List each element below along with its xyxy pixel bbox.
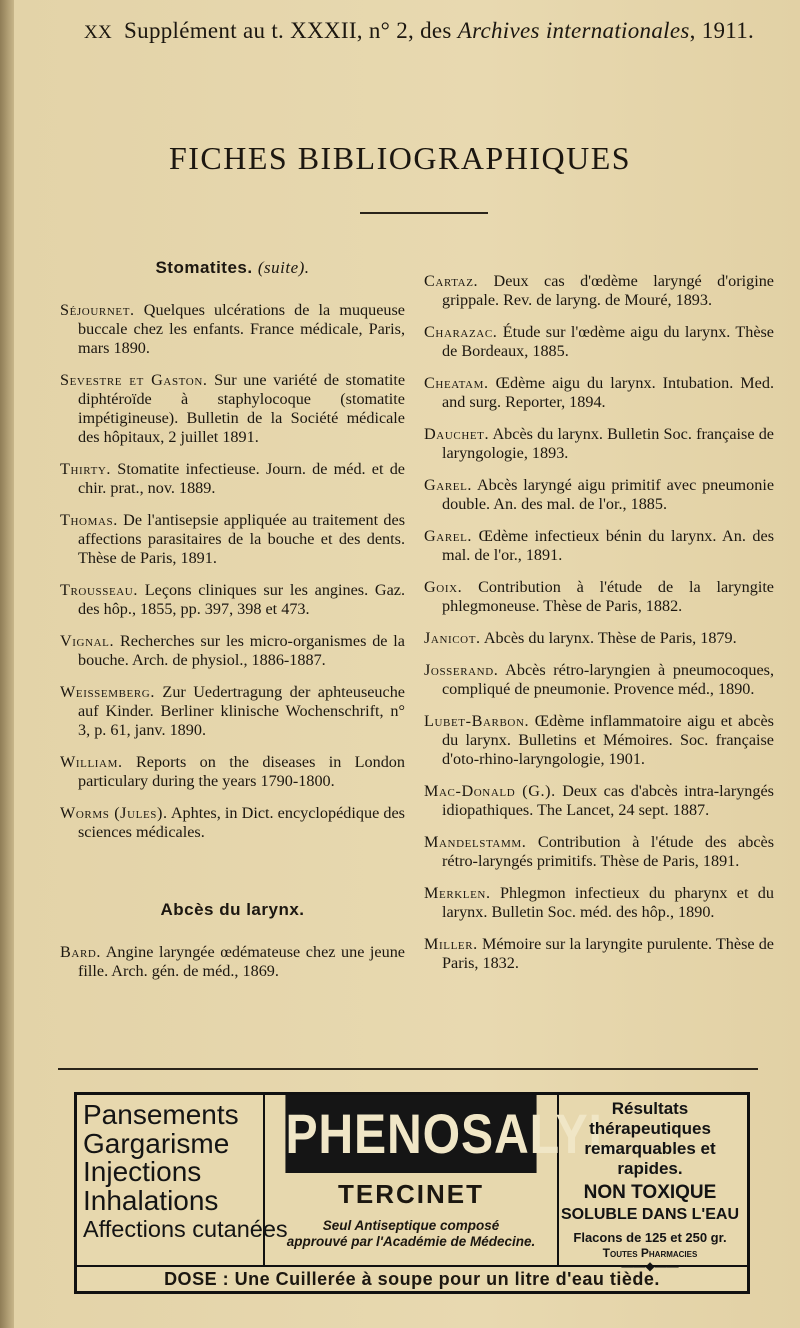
entry-reference: Reports on the diseases in London particulary during the years 1790-1800. bbox=[78, 753, 405, 790]
bibliography-entry bbox=[60, 581, 405, 619]
entry-reference: Œdème aigu du larynx. Intubation. Med. and surg. Reporter, 1894. bbox=[442, 374, 774, 411]
entry-reference: Abcès du larynx. Bulletin Soc. française de laryngologie, 1893. bbox=[442, 425, 774, 462]
ad-uses-list bbox=[83, 1099, 288, 1244]
bibliography-entry bbox=[424, 833, 774, 871]
ad-brand-name: PHENOSALYL bbox=[285, 1095, 536, 1173]
entry-author: Miller. bbox=[424, 935, 478, 953]
right-column bbox=[424, 272, 774, 986]
ad-use-item: Gargarisme bbox=[83, 1127, 230, 1159]
section-heading-suffix: (suite). bbox=[257, 258, 310, 277]
entry-reference: Abcès du larynx. Thèse de Paris, 1879. bbox=[480, 629, 737, 647]
page-binding-edge bbox=[0, 0, 14, 1328]
ad-description-line: Seul Antiseptique composé bbox=[322, 1218, 500, 1233]
entry-author: Mandelstamm. bbox=[424, 833, 527, 851]
section-heading-title: Stomatites. bbox=[155, 258, 253, 277]
phenosalyl-advertisement bbox=[74, 1092, 750, 1294]
title-divider bbox=[360, 212, 488, 214]
entry-author: Cartaz. bbox=[424, 272, 479, 290]
page-title: FICHES BIBLIOGRAPHIQUES bbox=[168, 140, 632, 176]
entry-reference: Mémoire sur la laryngite purulente. Thèse de Paris, 1832. bbox=[442, 935, 774, 972]
entry-reference: Stomatite infectieuse. Journ. de méd. et de chir. prat., nov. 1889. bbox=[78, 460, 405, 497]
entry-reference: Deux cas d'œdème laryngé d'origine grippale. Rev. de laryng. de Mouré, 1893. bbox=[442, 272, 774, 309]
ad-brand-panel bbox=[263, 1095, 619, 1265]
bibliography-entry bbox=[424, 476, 774, 514]
ad-description bbox=[265, 1218, 557, 1250]
section-heading-stomatites bbox=[60, 258, 405, 277]
entry-reference: Œdème infectieux bénin du larynx. An. des mal. de l'or., 1891. bbox=[442, 527, 774, 564]
entry-author: Merklen. bbox=[424, 884, 491, 902]
entry-reference: Aphtes, in Dict. encyclopédique des sciences médicales. bbox=[78, 804, 405, 841]
bibliography-entry bbox=[60, 511, 405, 568]
entry-author: Worms (Jules). bbox=[60, 804, 168, 822]
bibliography-entry bbox=[60, 301, 405, 358]
entry-reference: Sur une variété de stomatite diphtéroïde à staphylocoque (stomatite impétigineuse). Bulletin de la Société médicale des hôpitaux, 2 juillet 1891. bbox=[78, 371, 405, 446]
bibliography-entry bbox=[424, 712, 774, 769]
ad-claims-panel bbox=[557, 1099, 743, 1272]
entry-author: Josserand. bbox=[424, 661, 499, 679]
ad-maker-name: TERCINET bbox=[338, 1179, 484, 1209]
entry-author: Vignal. bbox=[60, 632, 115, 650]
left-column bbox=[60, 258, 405, 994]
bibliography-entry bbox=[60, 804, 405, 842]
bibliography-entry bbox=[424, 629, 774, 648]
entry-author: Thirty. bbox=[60, 460, 112, 478]
bibliography-entry bbox=[424, 661, 774, 699]
bibliography-entry bbox=[424, 884, 774, 922]
entry-author: Mac-Donald (G.). bbox=[424, 782, 556, 800]
entry-author: Janicot. bbox=[424, 629, 481, 647]
entry-author: Cheatam. bbox=[424, 374, 489, 392]
ad-sizes: Flacons de 125 et 250 gr. bbox=[573, 1230, 727, 1245]
bibliography-entry bbox=[424, 425, 774, 463]
running-head-journal: Archives internationales bbox=[457, 18, 690, 43]
ad-claim: SOLUBLE DANS L'EAU bbox=[560, 1206, 740, 1223]
ad-availability: Toutes Pharmacies bbox=[602, 1246, 698, 1260]
entry-author: Weissemberg. bbox=[60, 683, 155, 701]
entry-reference: De l'antisepsie appliquée au traitement des affections parasitaires de la bouche et des dents. Thèse de Paris, 1891. bbox=[78, 511, 405, 567]
bibliography-entry bbox=[424, 578, 774, 616]
ad-ornament: ——◆—— bbox=[621, 1259, 679, 1273]
entry-author: Bard. bbox=[60, 943, 102, 961]
entry-reference: Abcès laryngé aigu primitif avec pneumonie double. An. des mal. de l'or., 1885. bbox=[442, 476, 774, 513]
entry-author: Garel. bbox=[424, 527, 473, 545]
abces-entry-list-continued bbox=[424, 272, 774, 973]
bibliography-entry bbox=[424, 782, 774, 820]
ad-dose-line: DOSE : Une Cuillerée à soupe pour un litre d'eau tiède. bbox=[77, 1265, 747, 1291]
entry-reference: Phlegmon infectieux du pharynx et du larynx. Bulletin Soc. méd. des hôp., 1890. bbox=[442, 884, 774, 921]
footer-divider bbox=[58, 1068, 758, 1070]
ad-claim: NON TOXIQUE bbox=[583, 1182, 717, 1203]
entry-reference: Deux cas d'abcès intra-laryngés idiopathiques. The Lancet, 24 sept. 1887. bbox=[442, 782, 774, 819]
page-number: XX bbox=[84, 22, 113, 43]
bibliography-entry bbox=[424, 935, 774, 973]
bibliography-entry bbox=[424, 527, 774, 565]
entry-reference: Œdème inflammatoire aigu et abcès du larynx. Bulletins et Mémoires. Soc. française d'oto-rhino-laryngologie, 1901. bbox=[442, 712, 774, 768]
entry-reference: Étude sur l'œdème aigu du larynx. Thèse de Bordeaux, 1885. bbox=[442, 323, 774, 360]
abces-entry-list bbox=[60, 943, 405, 981]
running-head-text: Supplément au t. XXXII, n° 2, des bbox=[124, 18, 452, 43]
bibliography-entry bbox=[424, 272, 774, 310]
entry-reference: Leçons cliniques sur les angines. Gaz. des hôp., 1855, pp. 397, 398 et 473. bbox=[78, 581, 405, 618]
entry-author: Goix. bbox=[424, 578, 463, 596]
entry-reference: Zur Uedertragung der aphteuseuche auf Kinder. Berliner klinische Wochenschrift, n° 3, p. 61, janv. 1890. bbox=[78, 683, 405, 739]
entry-author: Garel. bbox=[424, 476, 473, 494]
entry-author: William. bbox=[60, 753, 123, 771]
bibliography-entry bbox=[60, 753, 405, 791]
bibliography-entry bbox=[424, 374, 774, 412]
ad-use-item: Inhalations bbox=[83, 1184, 219, 1216]
bibliography-entry bbox=[60, 460, 405, 498]
entry-reference: Recherches sur les micro-organismes de la bouche. Arch. de physiol., 1886-1887. bbox=[78, 632, 405, 669]
running-head bbox=[84, 18, 784, 44]
entry-reference: Angine laryngée œdémateuse chez une jeune fille. Arch. gén. de méd., 1869. bbox=[78, 943, 405, 980]
bibliography-entry bbox=[60, 632, 405, 670]
bibliography-entry bbox=[60, 371, 405, 447]
entry-reference: Quelques ulcérations de la muqueuse buccale chez les enfants. France médicale, Paris, mars 1890. bbox=[78, 301, 405, 357]
bibliography-entry bbox=[60, 683, 405, 740]
stomatites-entry-list bbox=[60, 301, 405, 842]
ad-claim: remarquables et rapides. bbox=[584, 1139, 716, 1178]
ad-use-item: Injections bbox=[83, 1156, 202, 1187]
entry-author: Trousseau. bbox=[60, 581, 139, 599]
ad-description-line: approuvé par l'Académie de Médecine. bbox=[286, 1234, 536, 1249]
entry-author: Lubet-Barbon. bbox=[424, 712, 530, 730]
entry-author: Dauchet. bbox=[424, 425, 490, 443]
entry-author: Sevestre et Gaston. bbox=[60, 371, 208, 389]
ad-claim: Résultats thérapeutiques bbox=[589, 1099, 711, 1138]
ad-use-item: Pansements bbox=[83, 1099, 239, 1130]
section-heading-abces-larynx: Abcès du larynx. bbox=[160, 900, 305, 919]
entry-author: Séjournet. bbox=[60, 301, 135, 319]
entry-author: Charazac. bbox=[424, 323, 498, 341]
entry-reference: Contribution à l'étude de la laryngite phlegmoneuse. Thèse de Paris, 1882. bbox=[442, 578, 774, 615]
entry-author: Thomas. bbox=[60, 511, 118, 529]
running-head-year: , 1911. bbox=[689, 18, 755, 43]
bibliography-entry bbox=[424, 323, 774, 361]
ad-use-item: Affections cutanées bbox=[83, 1216, 288, 1242]
entry-reference: Abcès rétro-laryngien à pneumocoques, compliqué de pneumonie. Provence méd., 1890. bbox=[442, 661, 774, 698]
entry-reference: Contribution à l'étude des abcès rétro-laryngés primitifs. Thèse de Paris, 1891. bbox=[442, 833, 774, 870]
bibliography-entry bbox=[60, 943, 405, 981]
